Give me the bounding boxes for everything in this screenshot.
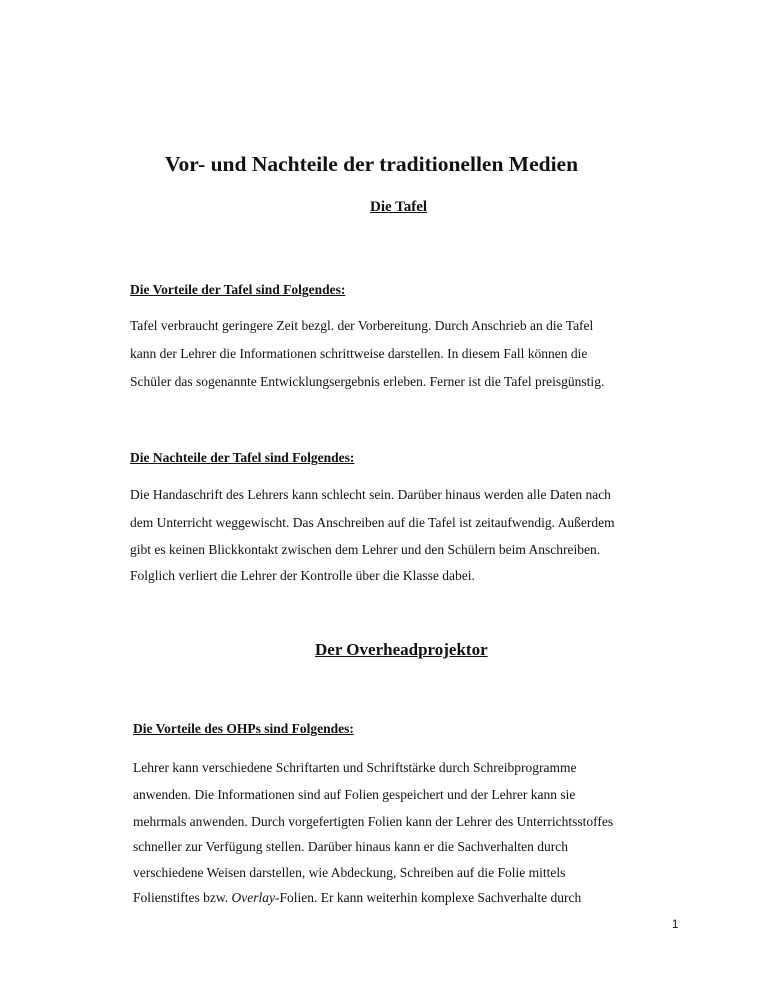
line-text: Folienstiftes bzw. [133,890,232,905]
paragraph-line: dem Unterricht weggewischt. Das Anschreiben auf die Tafel ist zeitaufwendig. Außerdem [130,515,615,530]
page-number: 1 [672,919,679,931]
paragraph-line: schneller zur Verfügung stellen. Darüber hinaus kann er die Sachverhalten durch [133,839,568,854]
paragraph-line: kann der Lehrer die Informationen schrittweise darstellen. In diesem Fall können die [130,346,588,361]
paragraph-line: Lehrer kann verschiedene Schriftarten und Schriftstärke durch Schreibprogramme [133,760,577,775]
line-text: -Folien. Er kann weiterhin komplexe Sachverhalte durch [274,890,582,905]
section-title-overheadprojektor: Der Overheadprojektor [315,640,488,659]
page-title: Vor- und Nachteile der traditionellen Medien [165,152,579,176]
paragraph-line: Folglich verliert die Lehrer der Kontrolle über die Klasse dabei. [130,568,475,583]
paragraph-line-last [133,890,581,906]
heading-nachteile-tafel: Die Nachteile der Tafel sind Folgendes: [130,450,355,465]
paragraph-line: Schüler das sogenannte Entwicklungsergebnis erleben. Ferner ist die Tafel preisgünstig. [130,374,605,389]
paragraph-line: Die Handaschrift des Lehrers kann schlecht sein. Darüber hinaus werden alle Daten nach [130,487,611,502]
italic-term: Overlay [231,890,275,905]
heading-vorteile-ohp: Die Vorteile des OHPs sind Folgendes: [133,721,354,736]
section-title-tafel: Die Tafel [370,199,428,215]
paragraph-line: Tafel verbraucht geringere Zeit bezgl. der Vorbereitung. Durch Anschrieb an die Tafel [130,318,594,333]
heading-vorteile-tafel: Die Vorteile der Tafel sind Folgendes: [130,282,346,297]
paragraph-line: mehrmals anwenden. Durch vorgefertigten Folien kann der Lehrer des Unterrichtsstoffes [133,814,614,829]
paragraph-line: verschiedene Weisen darstellen, wie Abdeckung, Schreiben auf die Folie mittels [133,865,566,880]
paragraph-line: gibt es keinen Blickkontakt zwischen dem Lehrer und den Schülern beim Anschreiben. [130,542,601,557]
paragraph-line: anwenden. Die Informationen sind auf Folien gespeichert und der Lehrer kann sie [133,787,576,802]
